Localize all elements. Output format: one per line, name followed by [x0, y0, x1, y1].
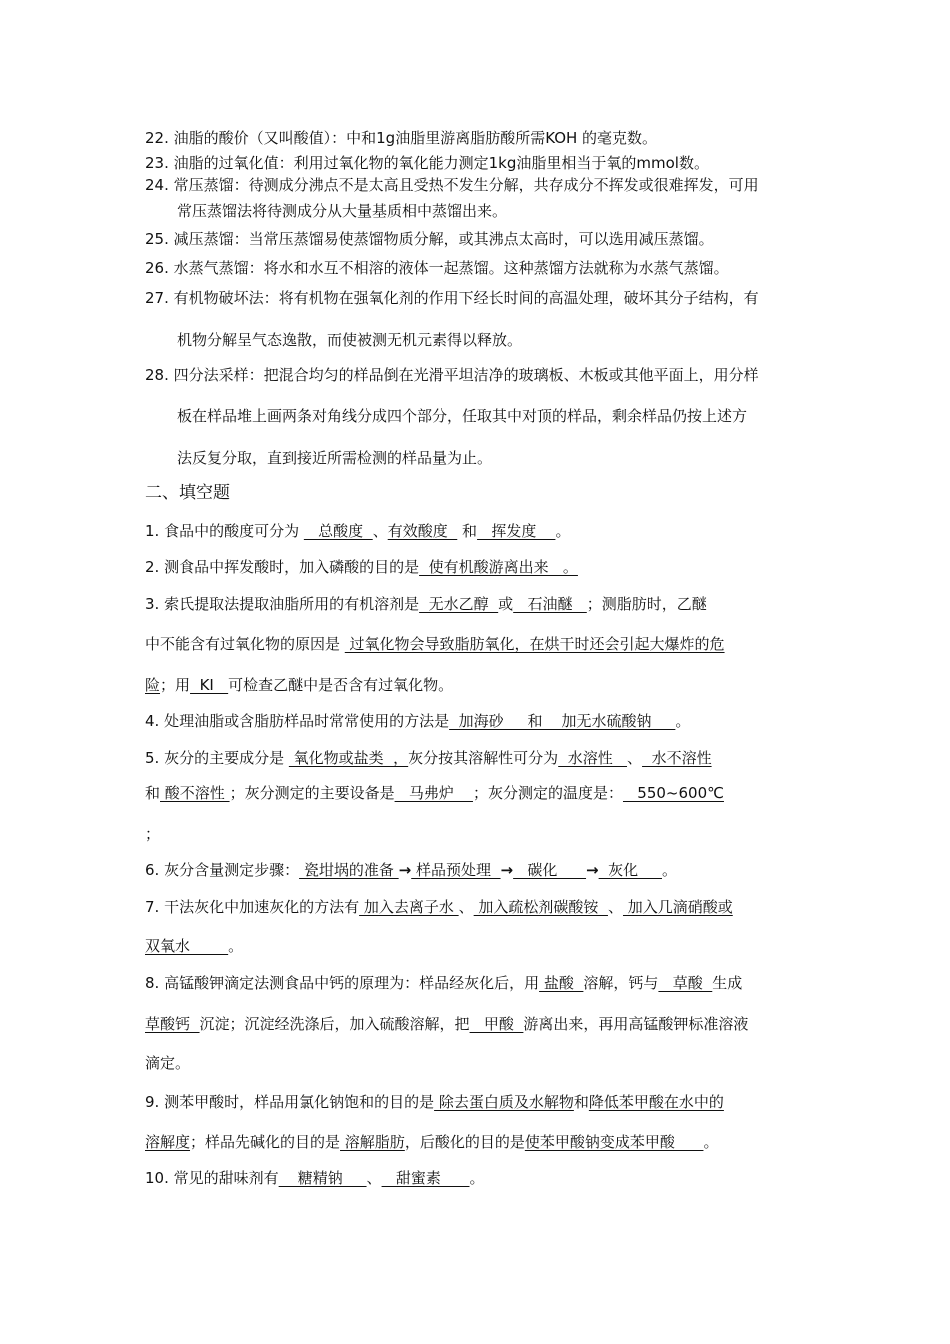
q6-answer-2: 样品预处理: [411, 861, 501, 879]
section-title: 二、填空题: [145, 483, 230, 503]
q8-text-5: 游离出来，再用高锰酸钾标准溶液: [523, 1015, 749, 1033]
q1-text: 1. 食品中的酸度可分为: [145, 522, 304, 540]
q5-answer-6: 550~600℃: [622, 784, 724, 802]
q7-answer-2: 加入疏松剂碳酸铵: [473, 898, 608, 916]
q7-answer-3-cont: 双氧水: [145, 937, 229, 955]
q6-arrow-icon: →: [586, 861, 599, 879]
q8-text-3: 生成: [712, 974, 743, 992]
q8-answer-1: 盐酸: [539, 974, 584, 992]
q5-text-2: 灰分按其溶解性可分为: [408, 749, 559, 767]
q6-arrow-icon: →: [500, 861, 514, 879]
q3-text-3: 中不能含有过氧化物的原因是: [145, 635, 345, 653]
q2-answer-1: 使有机酸游离出来 。: [419, 558, 578, 576]
q8-text-2: 溶解，钙与: [583, 974, 659, 992]
definition-28-cont1: 板在样品堆上画两条对角线分成四个部分，任取其中对顶的样品，剩余样品仍按上述方: [177, 407, 748, 425]
definition-28: 28. 四分法采样：把混合均匀的样品倒在光滑平坦洁净的玻璃板、木板或其他平面上，用分样: [145, 366, 759, 384]
question-8-line-3: 滴定。: [145, 1054, 191, 1072]
question-8-line-2: [145, 1014, 815, 1034]
q3-or: 或: [498, 595, 514, 613]
q7-sep-2: 、: [607, 898, 623, 916]
q9-answer-3: 溶解脂肪: [340, 1133, 405, 1151]
q6-end: 。: [662, 861, 678, 879]
q6-answer-4: 灰化: [598, 861, 662, 879]
q10-end: 。: [469, 1169, 485, 1187]
question-9: [145, 1092, 815, 1112]
q9-answer-1: 除去蛋白质及水解物: [434, 1093, 574, 1111]
q8-answer-3: 草酸钙: [145, 1015, 200, 1033]
q3-answer-3: 过氧化物会导致脂肪氧化，在烘干时还会引起大爆炸的危: [344, 635, 725, 653]
question-6: [145, 860, 815, 880]
q10-sep: 、: [366, 1169, 382, 1187]
q8-text-4: 沉淀；沉淀经洗涤后，加入硫酸溶解，把: [199, 1015, 470, 1033]
q5-text-3: ；灰分测定的主要设备是: [229, 784, 395, 802]
q1-sep: 、: [372, 522, 388, 540]
question-2: [145, 557, 815, 577]
q1-answer-3: 挥发度: [477, 522, 556, 540]
q9-text: 9. 测苯甲酸时，样品用氯化钠饱和的目的是: [145, 1093, 435, 1111]
q7-sep: 、: [458, 898, 474, 916]
q9-answer-2-cont: 溶解度: [145, 1133, 191, 1151]
q3-answer-4: KI: [190, 676, 229, 694]
q5-answer-4: 酸不溶性: [160, 784, 230, 802]
q4-answer-1: 加海砂 和 加无水硫酸钠: [449, 712, 676, 730]
q1-end: 。: [555, 522, 571, 540]
q7-answer-3: 加入几滴硝酸或: [622, 898, 733, 916]
q9-answer-2: 降低苯甲酸在水中的: [588, 1093, 724, 1111]
q2-text: 2. 测食品中挥发酸时，加入磷酸的目的是: [145, 558, 420, 576]
q9-answer-4: 使苯甲酸钠变成苯甲酸: [524, 1133, 704, 1151]
q1-and: 和: [457, 522, 478, 540]
q3-text-2: ；测脂肪时，乙醚: [586, 595, 707, 613]
definition-25: 25. 减压蒸馏：当常压蒸馏易使蒸馏物质分解，或其沸点太高时，可以选用减压蒸馏。: [145, 230, 714, 248]
question-7: [145, 897, 815, 917]
q6-answer-3: 碳化: [513, 861, 587, 879]
q9-text-3: ，后酸化的目的是: [404, 1133, 525, 1151]
q4-end: 。: [675, 712, 691, 730]
question-7-line-2: [145, 936, 815, 956]
q9-text-2: ；样品先碱化的目的是: [190, 1133, 341, 1151]
q7-text: 7. 干法灰化中加速灰化的方法有: [145, 898, 360, 916]
definition-28-cont2: 法反复分取，直到接近所需检测的样品量为止。: [177, 449, 493, 467]
q3-answer-3-cont: 险: [145, 676, 161, 694]
definition-22: 22. 油脂的酸价（又叫酸值）：中和1g油脂里游离脂肪酸所需KOH 的毫克数。: [145, 129, 658, 147]
q7-answer-1: 加入去离子水: [359, 898, 459, 916]
definition-24-cont: 常压蒸馏法将待测成分从大量基质相中蒸馏出来。: [177, 202, 508, 220]
q7-end: 。: [228, 937, 244, 955]
q6-answer-1: 瓷坩埚的准备: [299, 861, 399, 879]
definition-27-cont: 机物分解呈气态逸散，而使被测无机元素得以释放。: [177, 331, 523, 349]
q3-text-4: ；用: [160, 676, 191, 694]
q6-text: 6. 灰分含量测定步骤：: [145, 861, 300, 879]
q4-text: 4. 处理油脂或含脂肪样品时常常使用的方法是: [145, 712, 450, 730]
question-3-line-3: [145, 675, 815, 695]
q5-answer-5: 马弗炉: [394, 784, 473, 802]
question-5-line-3: ；: [145, 825, 161, 843]
definition-24: 24. 常压蒸馏：待测成分沸点不是太高且受热不发生分解，共存成分不挥发或很难挥发，可用: [145, 176, 759, 194]
q5-text: 5. 灰分的主要成分是: [145, 749, 289, 767]
question-3-line-2: [145, 634, 815, 654]
q5-text-4: ；灰分测定的温度是：: [472, 784, 623, 802]
q5-answer-3: 水不溶性: [642, 749, 712, 767]
q5-answer-1: 氧化物或盐类 ，: [288, 749, 409, 767]
question-5: [145, 748, 815, 768]
q5-answer-2: 水溶性: [558, 749, 628, 767]
question-1: [145, 521, 815, 541]
q5-sep: 、: [627, 749, 643, 767]
q8-answer-4: 甲酸: [469, 1015, 524, 1033]
q1-answer-1: 总酸度: [303, 522, 373, 540]
q5-and: 和: [145, 784, 161, 802]
question-9-line-2: [145, 1132, 815, 1152]
q10-text: 10. 常见的甜味剂有: [145, 1169, 279, 1187]
q8-answer-2: 草酸: [658, 974, 713, 992]
q10-answer-1: 糖精钠: [278, 1169, 367, 1187]
question-4: [145, 711, 815, 731]
q1-answer-2: 有效酸度: [387, 522, 458, 540]
definition-26: 26. 水蒸气蒸馏：将水和水互不相溶的液体一起蒸馏。这种蒸馏方法就称为水蒸气蒸馏。: [145, 259, 729, 277]
q6-arrow-icon: →: [398, 861, 412, 879]
q10-answer-2: 甜蜜素: [381, 1169, 470, 1187]
question-3: [145, 594, 815, 614]
definition-27: 27. 有机物破坏法：将有机物在强氧化剂的作用下经长时间的高温处理，破坏其分子结构，有: [145, 289, 759, 307]
q3-answer-1: 无水乙醇: [419, 595, 499, 613]
question-5-line-2: [145, 783, 815, 803]
q9-end: 。: [703, 1133, 719, 1151]
question-10: [145, 1168, 815, 1188]
q9-and: 和: [573, 1093, 589, 1111]
q8-text: 8. 高锰酸钾滴定法测食品中钙的原理为：样品经灰化后，用: [145, 974, 540, 992]
q3-text: 3. 索氏提取法提取油脂所用的有机溶剂是: [145, 595, 420, 613]
q3-answer-2: 石油醚: [513, 595, 587, 613]
q3-text-5: 可检查乙醚中是否含有过氧化物。: [228, 676, 454, 694]
question-8: [145, 973, 815, 993]
definition-23: 23. 油脂的过氧化值：利用过氧化物的氧化能力测定1kg油脂里相当于氧的mmol数。: [145, 154, 709, 172]
